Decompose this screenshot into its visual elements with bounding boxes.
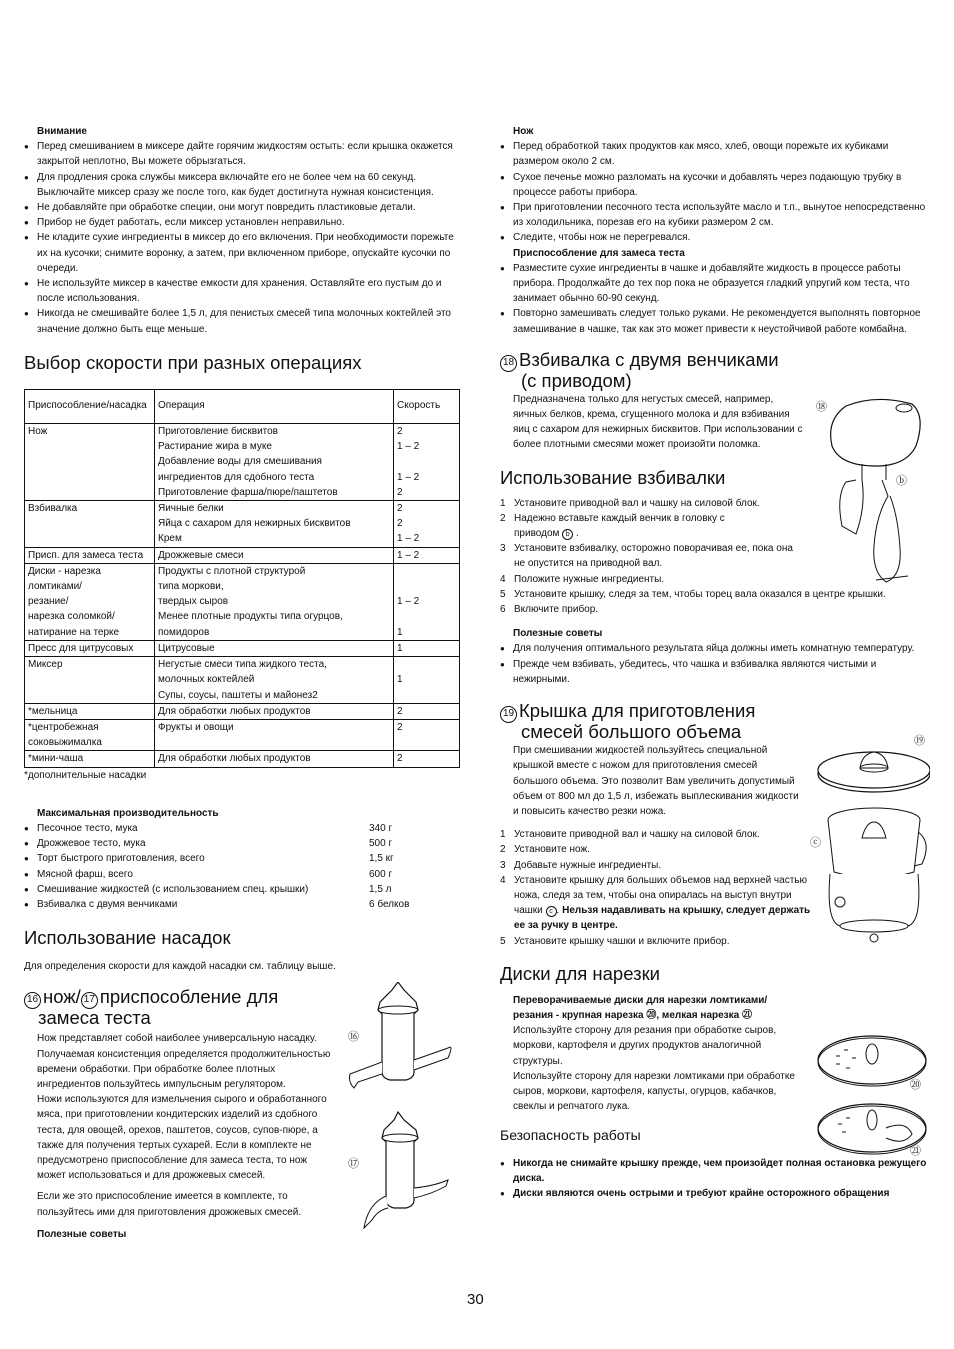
step-number: 6 — [500, 604, 506, 616]
capacity-name: Смешивание жидкостей (с использованием спец. крышки) — [37, 883, 309, 895]
discs-heading: Диски для нарезки — [500, 962, 661, 984]
list-item — [24, 882, 460, 897]
step-text: Надежно вставьте каждый венчик в головку с приводом — [514, 512, 725, 540]
label-18: ⑱ — [816, 401, 827, 413]
operation-text: Добавление воды для смешивания — [158, 456, 322, 468]
table-row — [25, 751, 460, 767]
step-number: 4 — [500, 874, 506, 886]
list-item — [24, 897, 460, 912]
discs-text — [513, 993, 803, 1115]
speed-value: 1 — [397, 626, 403, 638]
table-cell-speed — [394, 657, 460, 704]
table-cell-operation — [155, 657, 394, 704]
operation-text: Дрожжевые смеси — [158, 549, 244, 561]
list-item: ● Следите, чтобы нож не перегревался. — [500, 230, 930, 245]
safety-list — [500, 1156, 930, 1202]
operation-line — [158, 439, 390, 454]
list-item: ● Повторно замешивать следует только руками. Не рекомендуется выполнять повторное замешивание в чашке, так как это может привести к неустойчивой работе комбайна. — [500, 306, 930, 336]
operation-text: Растирание жира в муке — [158, 441, 272, 453]
capacity-value: 1,5 кг — [369, 853, 394, 865]
whisk-tips-list — [500, 641, 930, 687]
ref-badge: c — [546, 906, 557, 917]
operation-line — [158, 594, 390, 609]
number-badge: 17 — [81, 992, 98, 1009]
speed-value: 1 — [397, 642, 403, 654]
table-row — [25, 563, 460, 640]
speed-value — [397, 687, 456, 702]
whisk-tips-title: Полезные советы — [513, 628, 603, 640]
capacity-title: Максимальная производительность — [37, 807, 219, 819]
table-cell-speed — [394, 547, 460, 563]
operation-line — [158, 424, 390, 439]
list-item: ● Не кладите сухие ингредиенты в миксер до его включения. При необходимости порежьте их на кусочки; снимите воронку, а затем, при включенном приборе, опускайте кусочки по очереди. — [24, 230, 460, 276]
list-item: ● Никогда не смешивайте более 1,5 л, для пенистых смесей типа молочных коктейлей это значение должно быть еще меньше. — [24, 306, 460, 336]
speed-value: 2 — [397, 486, 403, 498]
speed-value — [397, 454, 456, 469]
capacity-name: Взбивалка с двумя венчиками — [37, 898, 178, 910]
table-cell-tool: *центробежная соковыжималка — [25, 719, 155, 750]
discs-subtitle: Переворачиваемые диски для нарезки ломтиками/резания - крупная нарезка ⑳, мелкая нарезка ㉑ — [513, 994, 768, 1021]
list-item: ● Для продления срока службы миксера включайте его не более чем на 60 секунд. Выключайте миксер сразу же после того, как будет достигнута нужная консистенция. — [24, 170, 460, 200]
list-item — [24, 867, 460, 882]
whisk-heading-line2: (с приводом) — [521, 369, 632, 391]
knife-heading-line2: замеса теста — [38, 1007, 151, 1029]
operation-text: ингредиентов для сдобного теста — [158, 471, 315, 483]
attachments-text: Для определения скорости для каждой насадки см. таблицу выше. — [24, 961, 336, 973]
operation-text: Цитрусовые — [158, 642, 215, 654]
warning-title: Внимание — [37, 126, 87, 137]
table-cell-speed — [394, 501, 460, 548]
lid-drawing — [810, 732, 930, 946]
operation-line — [158, 516, 390, 531]
step-text: Добавьте нужные ингредиенты. — [514, 859, 662, 871]
operation-text: Крем — [158, 533, 182, 545]
list-item: ● Никогда не снимайте крышку прежде, чем произойдет полная остановка режущего диска. — [500, 1156, 930, 1186]
knife-tips-list — [500, 139, 930, 245]
operation-text: Для обработки любых продуктов — [158, 753, 311, 765]
table-cell-speed — [394, 640, 460, 656]
knife-tips-title: Нож — [513, 126, 534, 137]
safety-heading: Безопасность работы — [500, 1127, 641, 1144]
page-number: 30 — [467, 1291, 484, 1308]
step-text: Включите прибор. — [514, 604, 599, 616]
table-header: Операция — [155, 389, 394, 423]
operation-line — [158, 531, 390, 546]
table-cell-tool: Диски - нарезка ломтиками/ резание/ нарезка соломкой/ натирание на терке — [25, 563, 155, 640]
label-b: ⓑ — [896, 475, 907, 487]
knife-illustration — [348, 982, 460, 1242]
table-cell-speed — [394, 703, 460, 719]
speed-value: 2 — [397, 705, 403, 717]
operation-line — [158, 688, 390, 703]
label-17: ⑰ — [348, 1158, 359, 1170]
table-header: Скорость — [394, 389, 460, 423]
knife-heading-part1: нож/ — [43, 986, 81, 1008]
operation-line — [158, 641, 390, 656]
capacity-value: 500 г — [369, 838, 393, 850]
attachments-heading: Использование насадок — [24, 927, 231, 949]
list-item — [500, 496, 800, 511]
step-number: 2 — [500, 844, 506, 856]
table-cell-operation — [155, 703, 394, 719]
speed-value — [397, 657, 456, 672]
operation-text: Яйца с сахаром для нежирных бисквитов — [158, 518, 351, 530]
speed-table-body — [25, 424, 460, 767]
table-header: Приспособление/насадка — [25, 389, 155, 423]
discs-illustration — [816, 1028, 930, 1160]
table-cell-speed — [394, 563, 460, 640]
list-item: ● Прежде чем взбивать, убедитесь, что чашка и взбивалка являются чистыми и нежирными. — [500, 657, 930, 687]
capacity-value: 600 г — [369, 868, 393, 880]
operation-line — [158, 657, 390, 672]
knife-drawing — [348, 982, 460, 1242]
step-number: 4 — [500, 573, 506, 585]
paragraph: Нож представляет собой наиболее универсальную насадку. Получаемая консистенция определяется продолжительностью времени обработки. При обработке более плотных ингредиентов пользуйтесь импульсным регулятором. — [37, 1033, 331, 1090]
lid-illustration — [810, 732, 930, 946]
operation-line — [158, 672, 390, 687]
list-item — [500, 602, 930, 617]
table-cell-operation — [155, 719, 394, 750]
whisk-use-heading: Использование взбивалки — [500, 466, 726, 488]
table-row — [25, 501, 460, 548]
dough-list — [500, 261, 930, 337]
paragraph: Используйте сторону для нарезки ломтиками при обработке сыров, моркови, картофеля, капусты, огурцов, кабачков, свеклы и репчатого лука. — [513, 1070, 795, 1113]
list-item: ● Не используйте миксер в качестве емкости для хранения. Оставляйте его пустым до и после использования. — [24, 276, 460, 306]
operation-line — [158, 454, 390, 469]
ref-badge: b — [562, 529, 573, 540]
capacity-name: Песочное тесто, мука — [37, 822, 138, 834]
label-19: ⑲ — [914, 735, 925, 747]
step-text: Установите крышку, следя за тем, чтобы торец вала оказался в центре крышки. — [514, 588, 886, 600]
table-cell-tool: *мини-чаша — [25, 751, 155, 767]
step-number: 5 — [500, 935, 506, 947]
label-16: ⑯ — [348, 1031, 359, 1043]
speed-value: 1 – 2 — [397, 549, 420, 561]
operation-text: помидоров — [158, 626, 210, 638]
table-footnote: *дополнительные насадки — [24, 769, 147, 781]
step-number: 1 — [500, 829, 506, 841]
label-20: ⑳ — [910, 1079, 921, 1091]
operation-text: молочных коктейлей — [158, 674, 255, 686]
tips-title: Полезные советы — [37, 1228, 127, 1240]
lid-text: При смешивании жидкостей пользуйтесь специальной крышкой вместе с ножом для приготовления смесей большого объема. Это позволит Вам увеличить допустимый объем от 800 мл до 1,5 л, избежать выплескивания жидкости и повысить качество резки ножа. — [513, 745, 799, 817]
capacity-value: 6 белков — [369, 898, 410, 910]
table-cell-operation — [155, 751, 394, 767]
knife-heading-part2: приспособление для — [99, 986, 279, 1008]
whisk-illustration — [816, 396, 930, 586]
speed-value: 1 – 2 — [397, 533, 420, 545]
list-item: ● Не добавляйте при обработке специи, они могут повредить пластиковые детали. — [24, 200, 460, 215]
table-cell-tool: Взбивалка — [25, 501, 155, 548]
table-cell-tool: Нож — [25, 424, 155, 501]
list-item: ● Перед смешиванием в миксере дайте горячим жидкостям остыть: если крышка окажется закрытой неплотно, Вы можете обрызгаться. — [24, 139, 460, 169]
lid-heading-line2: смесей большого объема — [521, 721, 742, 743]
operation-text: Для обработки любых продуктов — [158, 705, 311, 717]
operation-line — [158, 501, 390, 516]
operation-text: Приготовление бисквитов — [158, 426, 278, 438]
operation-text: типа моркови, — [158, 581, 224, 593]
list-item — [24, 851, 460, 866]
speed-value: 1 – 2 — [397, 471, 420, 483]
list-item: ● Прибор не будет работать, если миксер установлен неправильно. — [24, 215, 460, 230]
operation-text: твердых сыров — [158, 596, 229, 608]
speed-value: 1 – 2 — [397, 596, 420, 608]
speed-value: 2 — [397, 518, 403, 530]
operation-text: Продукты с плотной структурой — [158, 565, 306, 577]
number-badge: 16 — [24, 992, 41, 1009]
speed-table — [24, 389, 460, 768]
table-cell-tool: Пресс для цитрусовых — [25, 640, 155, 656]
paragraph: Используйте сторону для резания при обработке сыров, моркови, картофеля и других продуктов аналогичной структуры. — [513, 1025, 777, 1067]
list-item: 2 Надежно вставьте каждый венчик в головку с приводом b . — [500, 512, 725, 540]
operation-line — [158, 485, 390, 500]
capacity-value: 340 г — [369, 822, 393, 834]
table-cell-tool: *мельница — [25, 703, 155, 719]
table-cell-operation — [155, 640, 394, 656]
speed-value: 1 — [397, 674, 403, 686]
knife-text — [37, 1031, 332, 1242]
capacity-name: Мясной фарш, всего — [37, 868, 133, 880]
operation-line — [158, 720, 390, 735]
table-row — [25, 640, 460, 656]
speed-value: 2 — [397, 721, 403, 733]
table-row — [25, 657, 460, 704]
table-cell-operation — [155, 424, 394, 501]
dough-title: Приспособление для замеса теста — [513, 247, 685, 259]
whisk-drawing — [816, 396, 930, 586]
list-item: ● Диски являются очень острыми и требуют крайне осторожного обращения — [500, 1186, 930, 1201]
whisk-heading-line1: Взбивалка с двумя венчиками — [519, 348, 779, 370]
list-item: ● Перед обработкой таких продуктов как мясо, хлеб, овощи порежьте их кубиками размером около 2 см. — [500, 139, 930, 169]
speed-value: 2 — [397, 503, 403, 515]
paragraph: Если же это приспособление имеется в комплекте, то пользуйтесь ими для приготовления дрожжевых смесей. — [37, 1191, 302, 1218]
operation-line — [158, 470, 390, 485]
operation-line — [158, 625, 390, 640]
step-number: 3 — [500, 859, 506, 871]
operation-line — [158, 609, 390, 624]
speed-heading: Выбор скорости при разных операциях — [24, 351, 362, 373]
number-badge: 19 — [500, 706, 517, 723]
whisk-text: Предназначена только для негустых смесей, например, яичных белков, крема, сгущенного молока и для взбивания яиц с сахаром для нежирных бисквитов. При использовании с более плотными смесями может произойти поломка. — [513, 393, 803, 451]
step-text: Установите крышку чашки и включите прибор. — [514, 935, 730, 947]
capacity-name: Дрожжевое тесто, мука — [37, 838, 146, 850]
label-c: ⓒ — [810, 837, 821, 849]
label-21: ㉑ — [910, 1145, 921, 1157]
operation-line — [158, 564, 390, 579]
table-cell-operation — [155, 501, 394, 548]
speed-value — [397, 579, 456, 594]
number-badge: 18 — [500, 355, 517, 372]
list-item: ● При приготовлении песочного теста используйте масло и т.п., вынутое непосредственно из холодильника, порезав его на кубики размером 2 см. — [500, 200, 930, 230]
whisk-heading — [500, 348, 930, 391]
table-cell-tool: Миксер — [25, 657, 155, 704]
operation-text: Негустые смеси типа жидкого теста, — [158, 659, 327, 671]
operation-text: Яичные белки — [158, 503, 224, 515]
step-bold-note: Нельзя надавливать на крышку, следует держать ее за ручку в центре. — [514, 905, 811, 932]
operation-text: Менее плотные продукты типа огурцов, — [158, 611, 343, 623]
list-item: 4 Установите крышку для больших объемов над верхней частью ножа, следя за тем, чтобы она опиралась на выступ внутри чашки c . Нельзя надавливать на крышку, следует держать ее за ручку в центре. — [500, 874, 811, 932]
table-row — [25, 547, 460, 563]
lid-heading-line1: Крышка для приготовления — [519, 700, 756, 722]
operation-line — [158, 704, 390, 719]
paragraph: Ножи используются для измельчения сырого и обработанного мяса, при приготовлении кондитерских изделий из сдобного теста, для овощей, орехов, паштетов, соусов, супов-пюре, а также для получения тертых сухарей. Если в комплекте не предусмотрено приспособление для замеса теста, то нож может использоваться и для дрожжевых смесей. — [37, 1094, 327, 1182]
operation-line — [158, 751, 390, 766]
list-item: ● Сухое печенье можно разломать на кусочки и добавлять через подающую трубку в процессе работы прибора. — [500, 170, 930, 200]
step-text: Установите приводной вал и чашку на силовой блок. — [514, 497, 760, 509]
warning-list — [24, 139, 460, 337]
speed-value: 2 — [397, 753, 403, 765]
list-item: ● Разместите сухие ингредиенты в чашке и добавляйте жидкость в процессе работы прибора. Продолжайте до тех пор пока не образуется гладкий упругий ком теста, что занимает обычно 60-90 секунд. — [500, 261, 930, 307]
step-text: Установите крышку для больших объемов над верхней частью ножа, следя за тем, чтобы она опиралась на выступ внутри чашки — [514, 874, 807, 917]
list-item — [500, 587, 930, 602]
capacity-name: Торт быстрого приготовления, всего — [37, 853, 205, 865]
speed-value — [397, 609, 456, 624]
inline-speed: 2 — [312, 689, 318, 701]
capacity-value: 1,5 л — [369, 883, 392, 895]
list-item: ● Для получения оптимального результата яйца должны иметь комнатную температуру. — [500, 641, 930, 656]
operation-line — [158, 548, 390, 563]
list-item — [24, 821, 460, 836]
table-cell-speed — [394, 719, 460, 750]
speed-value: 2 — [397, 426, 403, 438]
list-item — [500, 541, 800, 571]
table-cell-operation — [155, 547, 394, 563]
operation-text: Приготовление фарша/пюре/паштетов — [158, 486, 338, 498]
table-cell-tool: Присп. для замеса теста — [25, 547, 155, 563]
step-number: 1 — [500, 497, 506, 509]
operation-line — [158, 579, 390, 594]
speed-value — [397, 564, 456, 579]
step-number: 3 — [500, 543, 506, 555]
capacity-list — [24, 821, 460, 912]
list-item — [500, 827, 800, 842]
operation-text: Фрукты и овощи — [158, 721, 234, 733]
table-cell-speed — [394, 424, 460, 501]
list-item — [24, 836, 460, 851]
table-row — [25, 703, 460, 719]
step-text: Установите приводной вал и чашку на силовой блок. — [514, 829, 760, 841]
step-number: 5 — [500, 588, 506, 600]
table-row — [25, 719, 460, 750]
step-text: Положите нужные ингредиенты. — [514, 573, 665, 585]
discs-drawing — [816, 1028, 930, 1160]
table-row — [25, 424, 460, 501]
step-text: Установите нож. — [514, 844, 590, 856]
operation-text: Супы, соусы, паштеты и майонез — [158, 689, 313, 701]
table-cell-speed — [394, 751, 460, 767]
step-number: 2 — [500, 512, 506, 524]
step-text: Установите взбивалку, осторожно поворачивая ее, пока она не опустится на приводной вал. — [514, 543, 793, 570]
table-cell-operation — [155, 563, 394, 640]
speed-value: 1 – 2 — [397, 441, 420, 453]
